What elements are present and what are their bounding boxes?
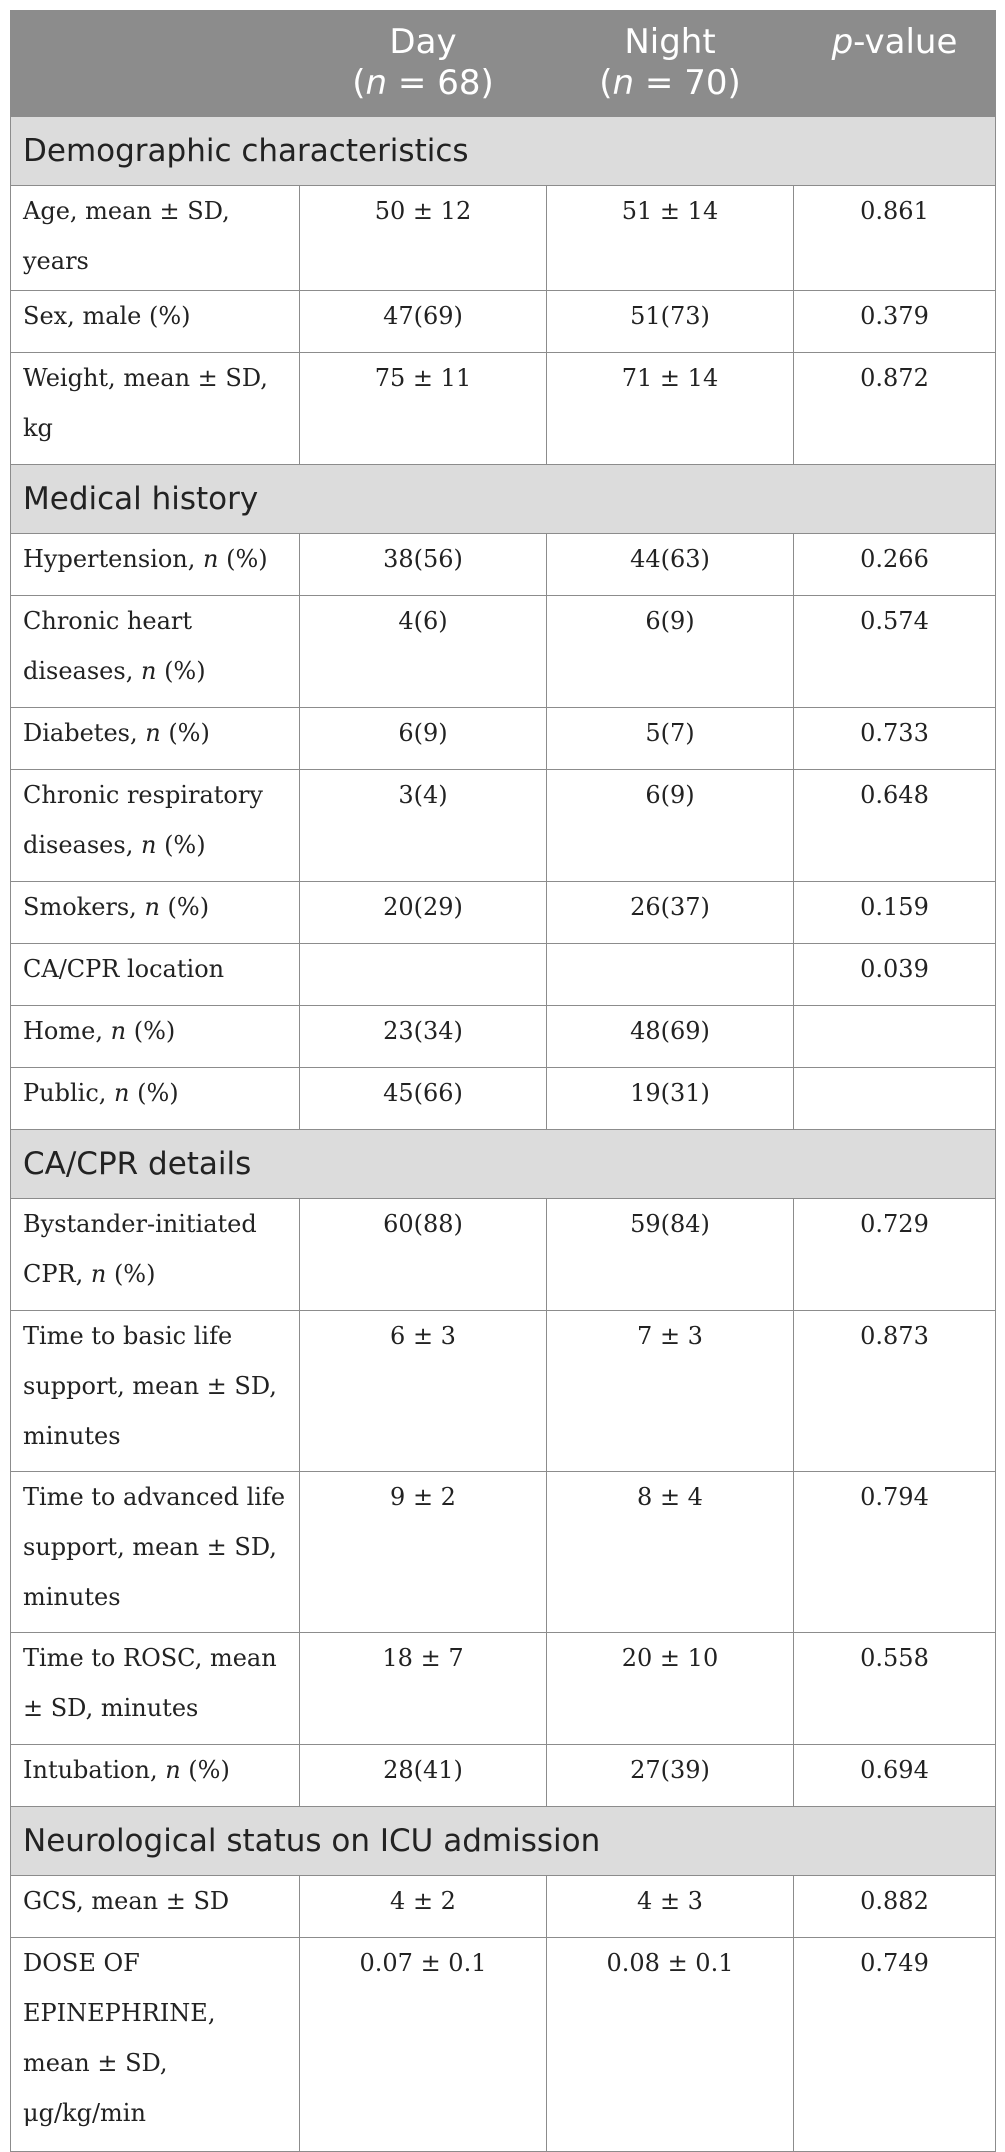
- night-value: [547, 944, 794, 1006]
- night-value: 51(73): [547, 291, 794, 353]
- label-n: n: [114, 1079, 130, 1107]
- baseline-characteristics-table: [10, 10, 996, 2152]
- day-value: 3(4): [300, 770, 547, 882]
- table-row: [11, 770, 996, 882]
- label-unit: (%): [156, 831, 206, 859]
- p-value: 0.574: [794, 596, 996, 708]
- day-value: 18 ± 7: [300, 1633, 547, 1745]
- row-label: Weight, mean ± SD, kg: [11, 353, 300, 465]
- header-night: Night (n = 70): [547, 11, 794, 117]
- p-value: 0.379: [794, 291, 996, 353]
- label-text: Hypertension,: [23, 545, 203, 573]
- row-label: [11, 882, 300, 944]
- header-night-count: = 70): [634, 63, 741, 103]
- label-unit: (%): [218, 545, 268, 573]
- day-value: 50 ± 12: [300, 186, 547, 291]
- day-value: 60(88): [300, 1199, 547, 1311]
- label-unit: (%): [180, 1756, 230, 1784]
- p-value: 0.266: [794, 534, 996, 596]
- header-p: p: [831, 22, 854, 62]
- label-unit: (%): [106, 1260, 156, 1288]
- p-value: 0.861: [794, 186, 996, 291]
- day-value: 38(56): [300, 534, 547, 596]
- table-row: [11, 1472, 996, 1633]
- table-row: [11, 1068, 996, 1130]
- night-value: 51 ± 14: [547, 186, 794, 291]
- row-label: Time to ROSC, mean ± SD, minutes: [11, 1633, 300, 1745]
- section-title: CA/CPR details: [11, 1130, 996, 1199]
- night-value: 6(9): [547, 770, 794, 882]
- label-text: Chronic heart diseases,: [23, 607, 193, 685]
- night-value: 7 ± 3: [547, 1311, 794, 1472]
- header-blank: [11, 11, 300, 117]
- table-row: [11, 882, 996, 944]
- label-n: n: [140, 831, 157, 859]
- row-label: [11, 534, 300, 596]
- label-n: n: [110, 1017, 127, 1045]
- label-n: n: [90, 1260, 107, 1288]
- label-text: Chronic respiratory diseases,: [23, 781, 263, 859]
- day-value: 28(41): [300, 1745, 547, 1807]
- header-row: [11, 11, 996, 117]
- night-value: 4 ± 3: [547, 1876, 794, 1938]
- label-n: n: [203, 545, 219, 573]
- row-label: DOSE OF EPINEPHRINE, mean ± SD, μg/kg/min: [11, 1938, 300, 2152]
- p-value: 0.733: [794, 708, 996, 770]
- label-unit: (%): [126, 1017, 176, 1045]
- header-day-label: Day: [389, 22, 457, 62]
- section-row: [11, 117, 996, 186]
- label-text: Home,: [23, 1017, 111, 1045]
- row-label: [11, 1745, 300, 1807]
- night-value: 71 ± 14: [547, 353, 794, 465]
- section-title: Medical history: [11, 465, 996, 534]
- table-row: [11, 291, 996, 353]
- label-n: n: [140, 657, 157, 685]
- row-label: Age, mean ± SD, years: [11, 186, 300, 291]
- p-value: 0.729: [794, 1199, 996, 1311]
- table-row: [11, 1199, 996, 1311]
- row-label: [11, 596, 300, 708]
- row-label: [11, 770, 300, 882]
- night-value: 26(37): [547, 882, 794, 944]
- day-value: 4(6): [300, 596, 547, 708]
- row-label: Sex, male (%): [11, 291, 300, 353]
- day-value: [300, 944, 547, 1006]
- section-row: [11, 1130, 996, 1199]
- night-value: 6(9): [547, 596, 794, 708]
- table-row: [11, 534, 996, 596]
- table-row: [11, 1876, 996, 1938]
- day-value: 6 ± 3: [300, 1311, 547, 1472]
- section-row: [11, 465, 996, 534]
- label-text: Public,: [23, 1079, 115, 1107]
- label-unit: (%): [129, 1079, 179, 1107]
- p-value: 0.159: [794, 882, 996, 944]
- header-day: Day (n = 68): [300, 11, 547, 117]
- label-unit: (%): [156, 657, 206, 685]
- night-value: 0.08 ± 0.1: [547, 1938, 794, 2152]
- p-value: [794, 1068, 996, 1130]
- header-night-n: n: [612, 63, 635, 103]
- table-row: [11, 596, 996, 708]
- table-row: [11, 1938, 996, 2152]
- label-n: n: [165, 1756, 181, 1784]
- table-row: [11, 1311, 996, 1472]
- header-p-rest: -value: [853, 22, 958, 62]
- table-row: [11, 353, 996, 465]
- label-unit: (%): [159, 893, 210, 921]
- table-row: [11, 708, 996, 770]
- row-label: [11, 708, 300, 770]
- label-text: Smokers,: [23, 893, 145, 921]
- table-row: [11, 944, 996, 1006]
- p-value: 0.694: [794, 1745, 996, 1807]
- header-night-label: Night: [624, 22, 716, 62]
- night-value: 44(63): [547, 534, 794, 596]
- day-value: 75 ± 11: [300, 353, 547, 465]
- p-value: 0.039: [794, 944, 996, 1006]
- p-value: 0.873: [794, 1311, 996, 1472]
- row-label: [11, 1199, 300, 1311]
- label-unit: (%): [160, 719, 210, 747]
- header-pvalue: [794, 11, 996, 117]
- table-row: [11, 1006, 996, 1068]
- label-text: Intubation,: [23, 1756, 166, 1784]
- day-value: 45(66): [300, 1068, 547, 1130]
- label-text: Bystander-initiated CPR,: [23, 1210, 257, 1288]
- night-value: 8 ± 4: [547, 1472, 794, 1633]
- section-title: Neurological status on ICU admission: [11, 1807, 996, 1876]
- day-value: 0.07 ± 0.1: [300, 1938, 547, 2152]
- day-value: 20(29): [300, 882, 547, 944]
- table-row: [11, 1745, 996, 1807]
- row-label: Time to basic life support, mean ± SD, minutes: [11, 1311, 300, 1472]
- row-label: GCS, mean ± SD: [11, 1876, 300, 1938]
- night-value: 27(39): [547, 1745, 794, 1807]
- night-value: 59(84): [547, 1199, 794, 1311]
- night-value: 20 ± 10: [547, 1633, 794, 1745]
- day-value: 6(9): [300, 708, 547, 770]
- p-value: 0.558: [794, 1633, 996, 1745]
- section-row: [11, 1807, 996, 1876]
- day-value: 4 ± 2: [300, 1876, 547, 1938]
- night-value: 48(69): [547, 1006, 794, 1068]
- label-n: n: [144, 893, 160, 921]
- row-label: Time to advanced life support, mean ± SD, minutes: [11, 1472, 300, 1633]
- day-value: 23(34): [300, 1006, 547, 1068]
- night-value: 19(31): [547, 1068, 794, 1130]
- p-value: [794, 1006, 996, 1068]
- p-value: 0.749: [794, 1938, 996, 2152]
- p-value: 0.872: [794, 353, 996, 465]
- label-text: Diabetes,: [23, 719, 146, 747]
- header-day-n: n: [365, 63, 388, 103]
- night-value: 5(7): [547, 708, 794, 770]
- row-label: CA/CPR location: [11, 944, 300, 1006]
- p-value: 0.648: [794, 770, 996, 882]
- label-n: n: [145, 719, 161, 747]
- row-label: [11, 1006, 300, 1068]
- section-title: Demographic characteristics: [11, 117, 996, 186]
- header-day-count: = 68): [387, 63, 494, 103]
- table-row: [11, 186, 996, 291]
- p-value: 0.882: [794, 1876, 996, 1938]
- day-value: 9 ± 2: [300, 1472, 547, 1633]
- row-label: [11, 1068, 300, 1130]
- p-value: 0.794: [794, 1472, 996, 1633]
- day-value: 47(69): [300, 291, 547, 353]
- table-row: [11, 1633, 996, 1745]
